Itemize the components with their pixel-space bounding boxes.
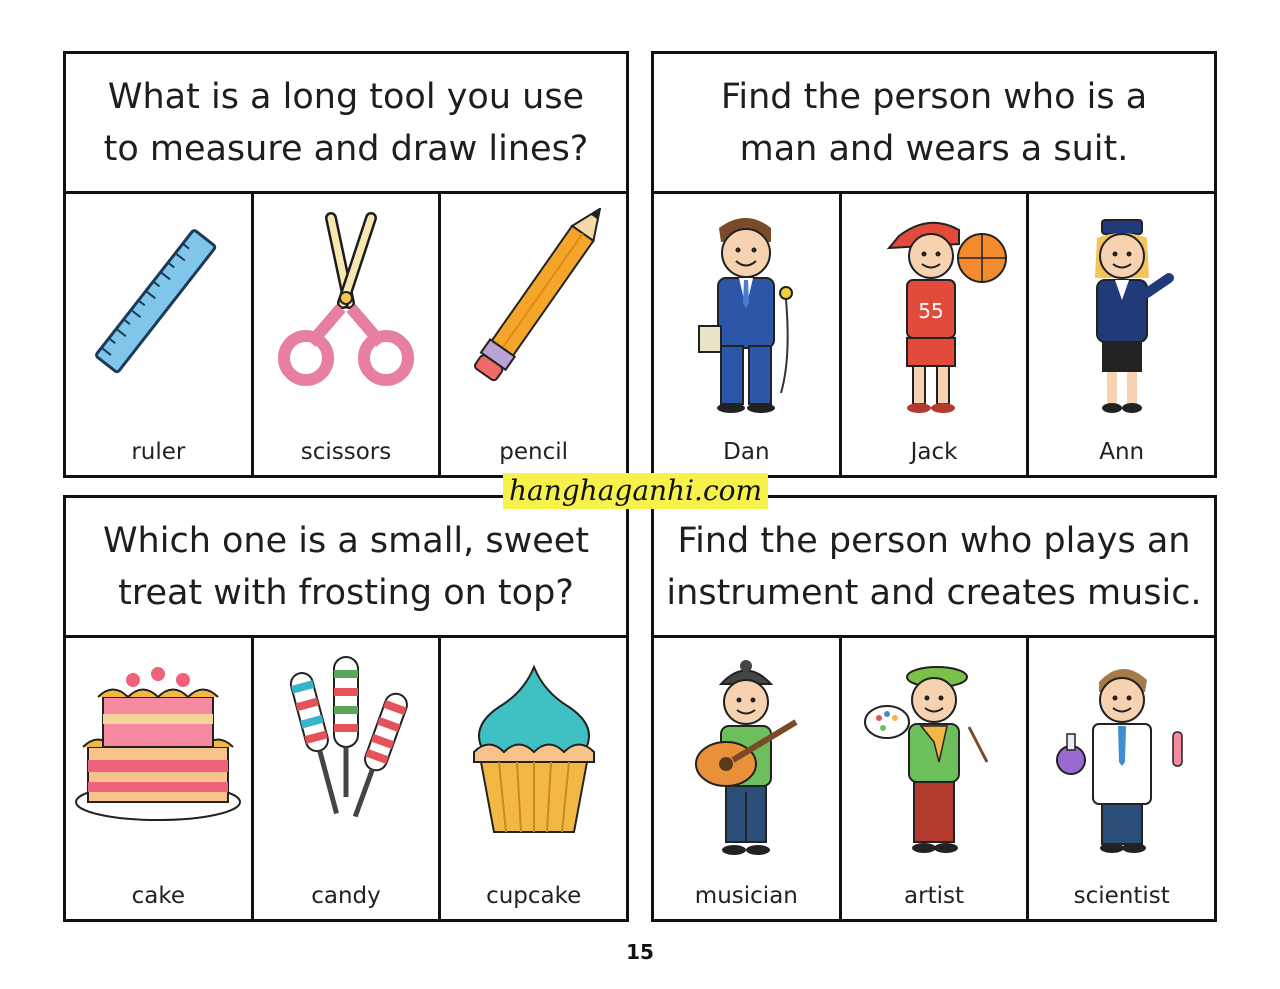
option-ann[interactable] bbox=[1026, 194, 1214, 475]
option-cake[interactable] bbox=[66, 638, 251, 919]
question-card-music bbox=[651, 495, 1217, 922]
jersey-number: 55 bbox=[918, 299, 944, 323]
option-ruler[interactable] bbox=[66, 194, 251, 475]
musician-icon bbox=[671, 652, 821, 867]
watermark: hanghaganhi.com bbox=[503, 473, 768, 509]
option-scissors[interactable] bbox=[251, 194, 439, 475]
option-artist[interactable] bbox=[839, 638, 1027, 919]
option-musician[interactable] bbox=[654, 638, 839, 919]
question-text: Find the person who is a man and wears a suit. bbox=[654, 54, 1214, 194]
option-pencil[interactable] bbox=[438, 194, 626, 475]
cupcake-icon bbox=[459, 652, 609, 852]
businessman-icon bbox=[671, 208, 821, 423]
page-number: 15 bbox=[626, 940, 654, 964]
option-label: artist bbox=[904, 883, 964, 909]
option-label: cake bbox=[131, 883, 186, 909]
option-scientist[interactable] bbox=[1026, 638, 1214, 919]
option-label: scissors bbox=[300, 439, 392, 465]
option-label: cupcake bbox=[486, 883, 582, 909]
question-text: Which one is a small, sweet treat with frosting on top? bbox=[66, 498, 626, 638]
option-cupcake[interactable] bbox=[438, 638, 626, 919]
option-label: Dan bbox=[723, 439, 770, 465]
flight-attendant-icon bbox=[1047, 208, 1197, 423]
option-dan[interactable] bbox=[654, 194, 839, 475]
artist-icon bbox=[859, 652, 1009, 867]
scissors-icon bbox=[271, 208, 421, 398]
option-label: ruler bbox=[131, 439, 186, 465]
pencil-icon bbox=[459, 208, 609, 398]
scientist-icon bbox=[1047, 652, 1197, 867]
option-label: Ann bbox=[1099, 439, 1145, 465]
option-label: musician bbox=[694, 883, 798, 909]
candy-icon bbox=[271, 652, 421, 852]
question-text: What is a long tool you use to measure and draw lines? bbox=[66, 54, 626, 194]
question-text: Find the person who plays an instrument and creates music. bbox=[654, 498, 1214, 638]
option-candy[interactable] bbox=[251, 638, 439, 919]
ruler-icon bbox=[83, 208, 233, 398]
basketball-player-icon bbox=[859, 208, 1009, 423]
question-card-suit bbox=[651, 51, 1217, 478]
option-label: candy bbox=[311, 883, 381, 909]
cake-icon bbox=[73, 652, 243, 852]
question-card-treat bbox=[63, 495, 629, 922]
option-jack[interactable] bbox=[839, 194, 1027, 475]
option-label: Jack bbox=[910, 439, 958, 465]
option-label: scientist bbox=[1073, 883, 1170, 909]
question-card-tool bbox=[63, 51, 629, 478]
option-label: pencil bbox=[499, 439, 569, 465]
